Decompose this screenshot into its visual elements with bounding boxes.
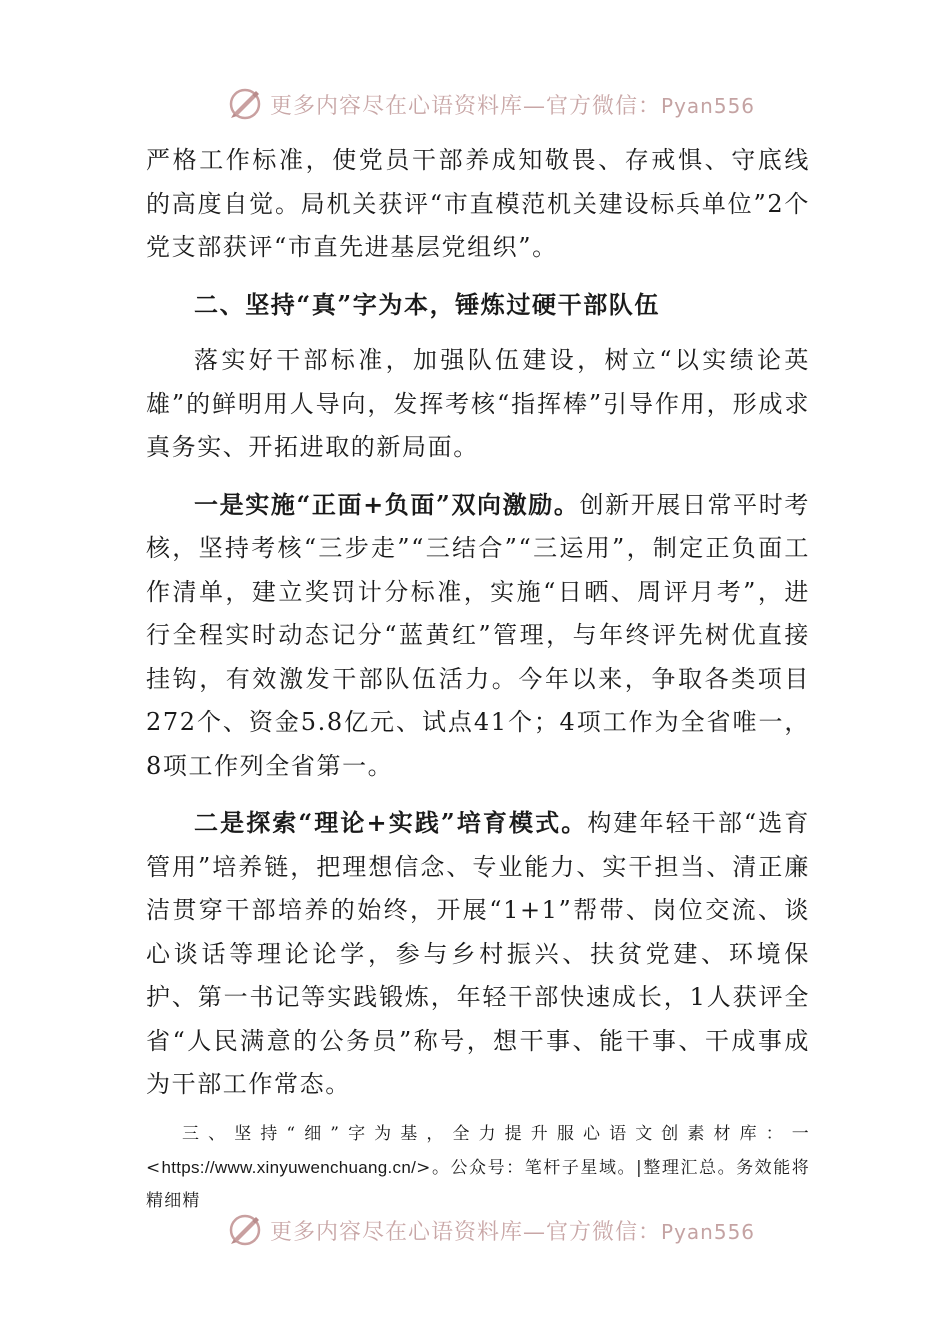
banner-text: 更多内容尽在心语资料库—官方微信：	[270, 1219, 662, 1245]
wechat-id: Pyan556	[661, 1219, 756, 1244]
paragraph-3	[146, 483, 810, 789]
document-body	[146, 139, 810, 1107]
small-print-part1: 三、坚持“细”字为基，全力提升服心语文创素材库：一<	[146, 1124, 810, 1178]
paragraph-2: 落实好干部标准，加强队伍建设，树立“以实绩论英雄”的鲜明用人导向，发挥考核“指挥棒”引导作用，形成求真务实、开拓进取的新局面。	[146, 346, 810, 461]
paragraph-4-lead: 二是探索“理论+实践”培育模式。	[194, 808, 588, 837]
header-watermark-banner	[228, 84, 756, 124]
pen-logo-icon	[228, 87, 262, 121]
paragraph-3-lead: 一是实施“正面+负面”双向激励。	[194, 489, 580, 519]
small-print-text	[146, 1118, 810, 1218]
footer-watermark-banner	[228, 1210, 756, 1250]
paragraph-4-body: 构建年轻干部“选育管用”培养链，把理想信念、专业能力、实干担当、清正廉洁贯穿干部培养的始终，开展“1+1”帮带、岗位交流、谈心谈话等理论论学，参与乡村振兴、扶贫党建、环境保护、第一书记等实践锻炼，年轻干部快速成长，1人获评全省“人民满意的公务员”称号，想干事、能干事、干成事成为干部工作常态。	[146, 809, 810, 1098]
section-heading-2: 二、坚持“真”字为本，锤炼过硬干部队伍	[194, 289, 661, 319]
paragraph-4	[146, 801, 810, 1107]
paragraph-1: 严格工作标准，使党员干部养成知敬畏、存戒惧、守底线的高度自觉。局机关获评“市直模范机关建设标兵单位”2个党支部获评“市直先进基层党组织”。	[146, 146, 810, 261]
pen-logo-icon	[228, 1213, 262, 1247]
wechat-id: Pyan556	[661, 93, 756, 118]
banner-text: 更多内容尽在心语资料库—官方微信：	[270, 93, 662, 119]
source-url-link[interactable]: https://www.xinyuwenchuang.cn/	[161, 1158, 417, 1177]
small-print-part2: >。公众号：笔杆子星域。|整理汇总。务效能将精细精	[146, 1158, 810, 1211]
paragraph-3-body: 创新开展日常平时考核，坚持考核“三步走”“三结合”“三运用”，制定正负面工作清单，建立奖罚计分标准，实施“日晒、周评月考”，进行全程实时动态记分“蓝黄红”管理，与年终评先树优直接挂钩，有效激发干部队伍活力。今年以来，争取各类项目272个、资金5.8亿元、试点41个；4项工作为全省唯一，8项工作列全省第一。	[146, 490, 810, 780]
